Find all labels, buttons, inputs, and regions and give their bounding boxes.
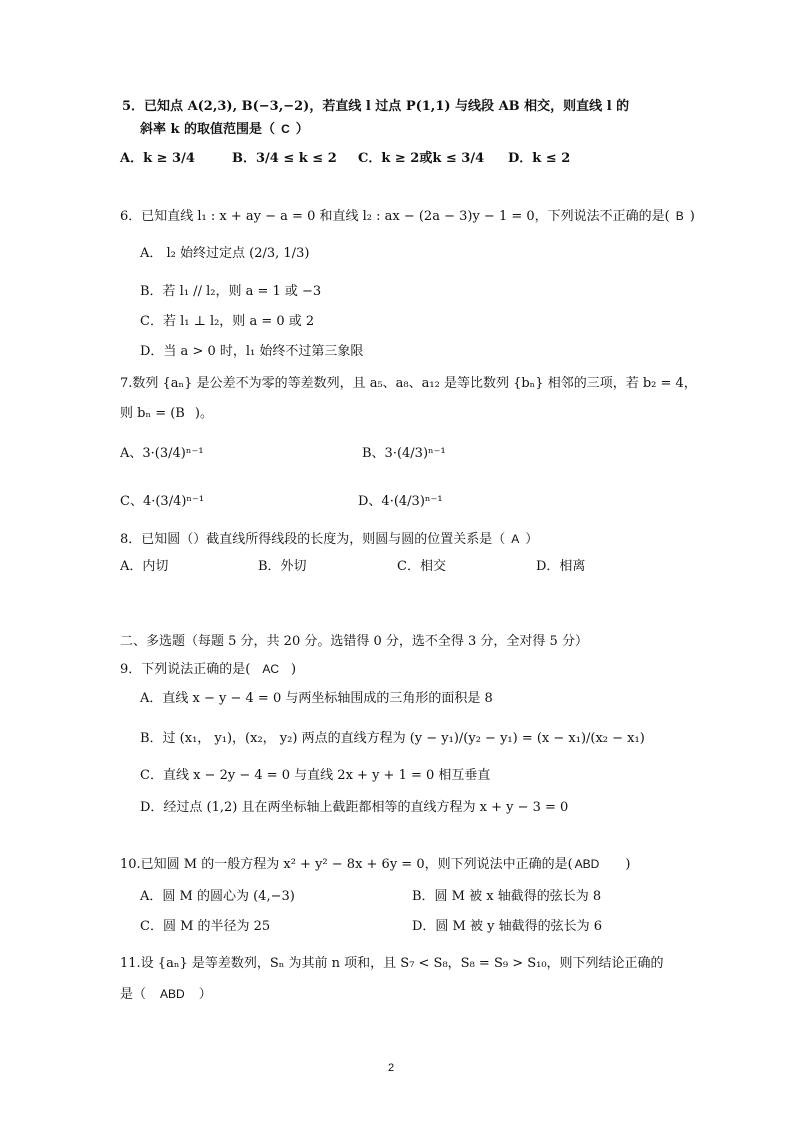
q9-stem-text: 9．下列说法正确的是( [120, 662, 251, 677]
q5-option-b: B．3/4 ≤ k ≤ 2 [232, 151, 337, 166]
q9-stem [120, 660, 296, 679]
q6-option-b: B．若 l₁ // l₂，则 a = 1 或 −3 [140, 284, 322, 299]
q9-stem-close: ) [291, 662, 297, 677]
q10-stem-close: ) [625, 857, 631, 872]
q5-stem-prefix: 斜率 k 的取值范围是（ [140, 122, 276, 137]
q11-stem-prefix: 是（ [120, 987, 147, 1002]
q11-stem-line1: 11.设 {aₙ} 是等差数列，Sₙ 为其前 n 项和，且 S₇ < S₈，S₈ = S₉ > S₁₀，则下列结论正确的 [120, 956, 664, 971]
q9-answer: AC [262, 662, 280, 676]
q5-stem-line2 [140, 120, 309, 139]
q8-stem-close: ） [525, 532, 539, 547]
q8-answer: A [511, 532, 520, 546]
q7-stem-close: )。 [194, 406, 213, 421]
q7-option-c: C、4·(3/4)ⁿ⁻¹ [120, 494, 205, 509]
q11-stem-close: ） [198, 987, 212, 1002]
q5-option-a: A．k ≥ 3/4 [120, 151, 195, 166]
q5-stem-close: ） [295, 122, 309, 137]
q8-option-c: C．相交 [397, 559, 446, 574]
q5-option-c: C．k ≥ 2或k ≤ 3/4 [358, 151, 485, 166]
q8-option-a: A．内切 [120, 559, 169, 574]
q5-answer: C [281, 122, 290, 136]
q9-option-d: D．经过点 (1,2) 且在两坐标轴上截距都相等的直线方程为 x + y − 3 = 0 [140, 800, 569, 815]
q10-option-b: B．圆 M 被 x 轴截得的弦长为 8 [412, 889, 602, 904]
q8-option-d: D．相离 [536, 559, 586, 574]
q8-stem [120, 530, 538, 549]
q10-option-d: D．圆 M 被 y 轴截得的弦长为 6 [412, 919, 603, 934]
q10-stem [120, 855, 630, 874]
q6-option-c: C．若 l₁ ⊥ l₂，则 a = 0 或 2 [140, 314, 315, 329]
q7-option-b: B、3·(4/3)ⁿ⁻¹ [362, 446, 446, 461]
q6-answer: B [675, 209, 684, 223]
page-number: 2 [388, 1062, 395, 1074]
q7-stem-line2 [120, 405, 213, 423]
q10-stem-text: 10.已知圆 M 的一般方程为 x² + y² − 8x + 6y = 0，则下列说法中正确的是( [120, 857, 573, 872]
q8-option-b: B．外切 [258, 559, 307, 574]
q6-stem-text: 6．已知直线 l₁ : x + ay − a = 0 和直线 l₂ : ax − (2a − 3)y − 1 = 0，下列说法不正确的是( [120, 209, 670, 224]
q10-answer: ABD [574, 857, 600, 871]
q6-option-a: A． l₂ 始终过定点 (2/3, 1/3) [140, 246, 310, 261]
q9-option-b: B．过 (x₁， y₁)，(x₂， y₂) 两点的直线方程为 (y − y₁)/(y₂ − y₁) = (x − x₁)/(x₂ − x₁) [140, 731, 645, 746]
q7-stem-line1: 7.数列 {aₙ} 是公差不为零的等差数列，且 a₅、a₈、a₁₂ 是等比数列 {bₙ} 相邻的三项，若 b₂ = 4， [120, 376, 697, 391]
q11-stem-line2 [120, 985, 212, 1004]
q7-option-d: D、4·(4/3)ⁿ⁻¹ [358, 494, 443, 509]
q9-option-a: A．直线 x − y − 4 = 0 与两坐标轴围成的三角形的面积是 8 [140, 691, 493, 706]
q5-option-d: D．k ≤ 2 [508, 151, 571, 166]
q6-option-d: D．当 a > 0 时，l₁ 始终不过第三象限 [140, 344, 364, 359]
q5-stem-line1: 5．已知点 A(2,3), B(−3,−2)，若直线 l 过点 P(1,1) 与线段 AB 相交，则直线 l 的 [122, 99, 630, 114]
q7-stem-prefix: 则 bₙ = (B [120, 406, 185, 421]
q7-option-a: A、3·(3/4)ⁿ⁻¹ [120, 446, 204, 461]
q9-option-c: C．直线 x − 2y − 4 = 0 与直线 2x + y + 1 = 0 相互垂直 [140, 768, 491, 783]
q10-option-c: C．圆 M 的半径为 25 [140, 919, 271, 934]
section-2-heading: 二、多选题（每题 5 分，共 20 分。选错得 0 分，选不全得 3 分，全对得 5 分） [120, 634, 588, 649]
q10-option-a: A．圆 M 的圆心为 (4,−3) [140, 889, 295, 904]
q11-answer: ABD [160, 987, 185, 1001]
q6-stem [120, 207, 695, 226]
q8-stem-text: 8．已知圆（）截直线所得线段的长度为，则圆与圆的位置关系是（ [120, 532, 506, 547]
q6-stem-close: ) [689, 209, 695, 224]
